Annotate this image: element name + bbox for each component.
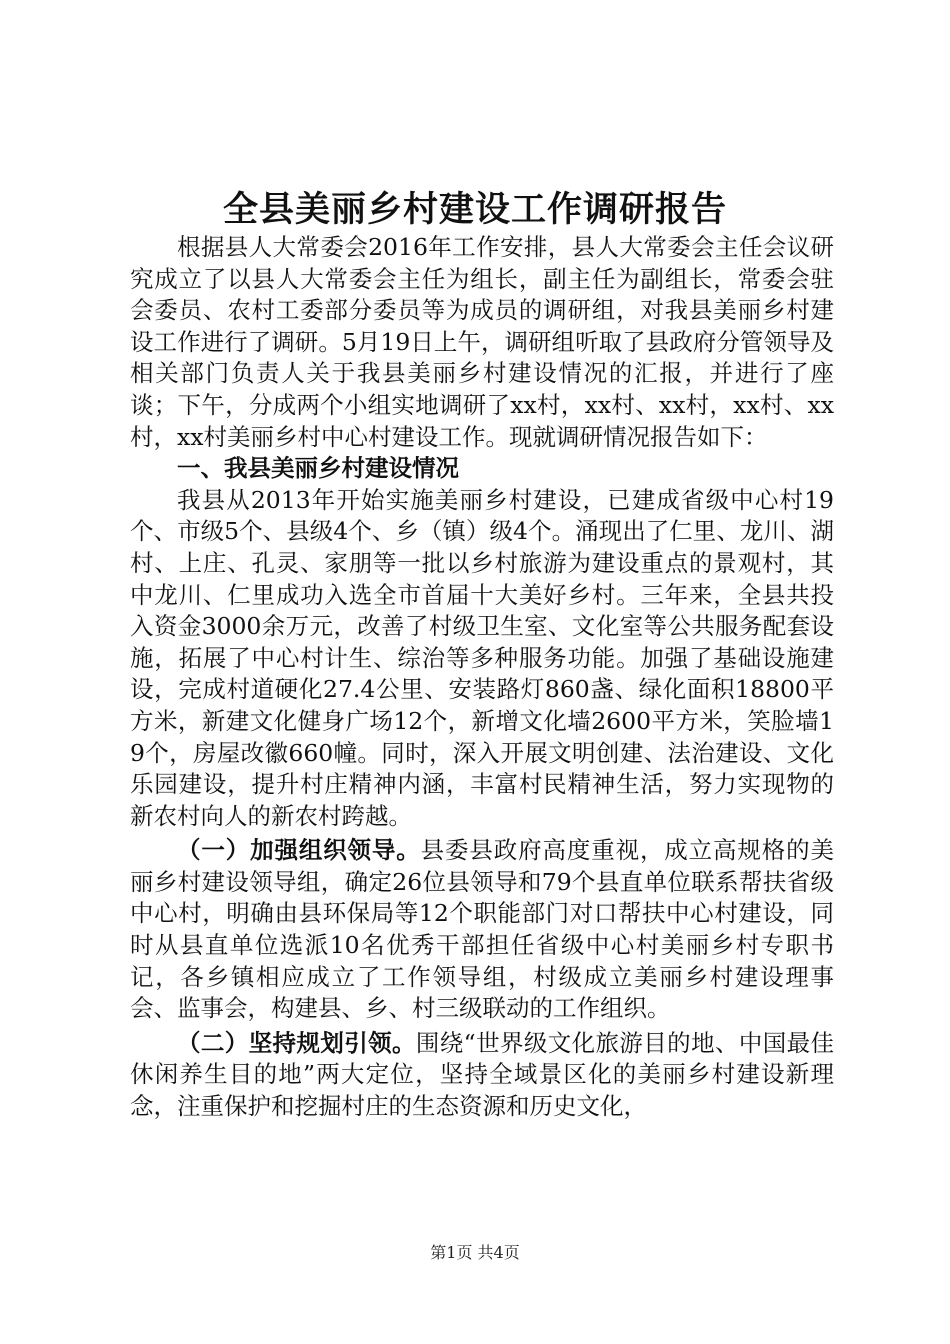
paragraph-text: 围绕“世界级文化旅游目的地、中国最佳休闲养生目的地”两大定位，坚持全域景区化的美丽乡村建设新理念，注重保护和挖掘村庄的生态资源和历史文化， (130, 1028, 835, 1121)
paragraph-lead: （二）坚持规划引领。 (177, 1028, 416, 1057)
section-heading: 一、我县美丽乡村建设情况 (177, 454, 459, 483)
planning-paragraph (130, 1028, 834, 1123)
overview-paragraph: 我县从2013年开始实施美丽乡村建设，已建成省级中心村19个、市级5个、县级4个、乡（镇）级4个。涌现出了仁里、龙川、湖村、上庄、孔灵、家朋等一批以乡村旅游为建设重点的景观村，其中龙川、仁里成功入选全市首届十大美好乡村。三年来，全县共投入资金3000余万元，改善了村级卫生室、文化室等公共服务配套设施，拓展了中心村计生、综治等多种服务功能。加强了基础设施建设，完成村道硬化27.4公里、安装路灯860盏、绿化面积18800平方米，新建文化健身广场12个，新增文化墙2600平方米，笑脸墙19个，房屋改徽660幢。同时，深入开展文明创建、法治建设、文化乐园建设，提升村庄精神内涵，丰富村民精神生活，努力实现物的新农村向人的新农村跨越。 (130, 485, 834, 830)
organization-paragraph (130, 835, 834, 1025)
paragraph-lead: （一）加强组织领导。 (177, 836, 421, 865)
paragraph-text: 县委县政府高度重视，成立高规格的美丽乡村建设领导组，确定26位县领导和79个县直单位联系帮扶省级中心村，明确由县环保局等12个职能部门对口帮扶中心村建设，同时从县直单位选派10名优秀干部担任省级中心村美丽乡村专职书记，各乡镇相应成立了工作领导组，村级成立美丽乡村建设理事会、监事会，构建县、乡、村三级联动的工作组织。 (130, 836, 835, 1023)
intro-paragraph: 根据县人大常委会2016年工作安排，县人大常委会主任会议研究成立了以县人大常委会主任为组长，副主任为副组长，常委会驻会委员、农村工委部分委员等为成员的调研组，对我县美丽乡村建设工作进行了调研。5月19日上午，调研组听取了县政府分管领导及相关部门负责人关于我县美丽乡村建设情况的汇报，并进行了座谈；下午，分成两个小组实地调研了xx村，xx村、xx村，xx村、xx村，xx村美丽乡村中心村建设工作。现就调研情况报告如下： (130, 233, 834, 451)
page-footer: 第1页 共4页 (430, 1243, 520, 1262)
document-title: 全县美丽乡村建设工作调研报告 (222, 190, 727, 230)
document-body (130, 232, 834, 1123)
